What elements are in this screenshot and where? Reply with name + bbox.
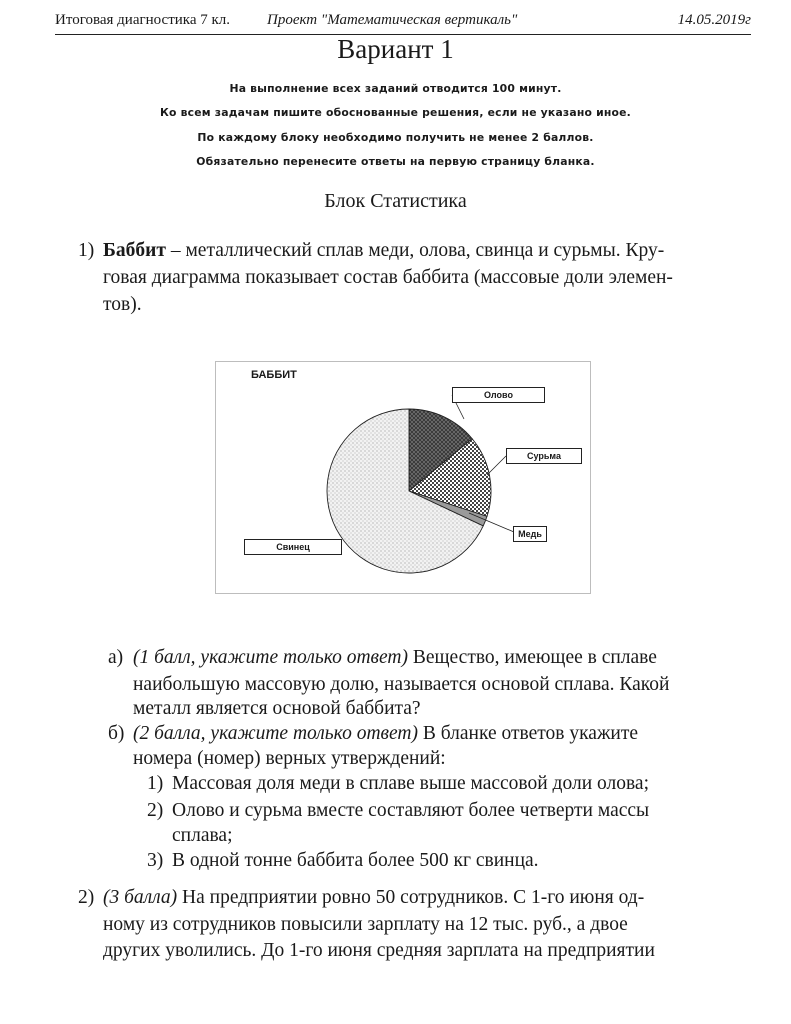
statement-1-number: 1): [147, 773, 164, 794]
statement-3-number: 3): [147, 850, 164, 871]
task1-line1: [103, 237, 664, 264]
subq-a-hint: (1 балл, укажите только ответ): [133, 647, 408, 668]
header-course: Итоговая диагностика 7 кл.: [55, 12, 231, 28]
subq-b-hint: (2 балла, укажите только ответ): [133, 723, 418, 744]
statement-2-line2: сплава;: [172, 825, 233, 846]
task1-line2: говая диаграмма показывает состав баббита (массовые доли элемен-: [103, 267, 673, 288]
statement-2-number: 2): [147, 800, 164, 821]
task2-number: 2): [78, 887, 95, 908]
page-header: [55, 10, 751, 35]
task1-number: 1): [78, 240, 95, 261]
label-med: Медь: [513, 526, 547, 542]
task1-bold-term: Баббит: [103, 240, 166, 261]
subq-a-line1-text: Вещество, имеющее в сплаве: [407, 647, 657, 668]
subq-a-line2: наибольшую массовую долю, называется основой сплава. Какой: [133, 674, 670, 695]
variant-title: Вариант 1: [337, 34, 454, 64]
statement-2-line1: Олово и сурьма вместе составляют более четверти массы: [172, 800, 650, 821]
instruction-points: По каждому блоку необходимо получить не менее 2 баллов.: [197, 131, 594, 144]
task2-hint: (3 балла): [103, 887, 178, 908]
babbit-pie-chart: [215, 361, 591, 594]
subq-b-line2: номера (номер) верных утверждений:: [133, 748, 446, 769]
statement-3: В одной тонне баббита более 500 кг свинца.: [172, 850, 539, 871]
subq-a-line3: металл является основой баббита?: [133, 698, 421, 719]
subq-b-line1-text: В бланке ответов укажите: [417, 723, 639, 744]
header-project: Проект "Математическая вертикаль": [267, 12, 518, 28]
leader-line-surma: [487, 456, 506, 475]
task2-line1: [103, 884, 644, 911]
instruction-transfer: Обязательно перенесите ответы на первую страницу бланка.: [196, 155, 595, 168]
subq-a-label: а): [108, 647, 124, 668]
subq-b-label: б): [108, 723, 125, 744]
task2-line3: других уволились. До 1-го июня средняя зарплата на предприятии: [103, 940, 655, 961]
task1-line1-text: – металлический сплав меди, олова, свинца и сурьмы. Кру-: [165, 240, 665, 261]
subq-a-line1: [133, 644, 657, 671]
chart-title: БАББИТ: [251, 369, 297, 381]
statement-1: Массовая доля меди в сплаве выше массовой доли олова;: [172, 773, 650, 794]
instruction-time: На выполнение всех заданий отводится 100 минут.: [229, 82, 562, 95]
subq-b-line1: [133, 720, 638, 747]
label-svinets: Свинец: [244, 539, 342, 555]
label-surma: Сурьма: [506, 448, 582, 464]
block-title: Блок Статистика: [324, 190, 467, 212]
task2-line2: ному из сотрудников повысили зарплату на 12 тыс. руб., а двое: [103, 914, 628, 935]
label-olovo: Олово: [452, 387, 545, 403]
task2-line1-text: На предприятии ровно 50 сотрудников. С 1-го июня од-: [177, 887, 645, 908]
task1-line3: тов).: [103, 294, 142, 315]
header-date: 14.05.2019г: [677, 12, 751, 28]
instruction-solutions: Ко всем задачам пишите обоснованные решения, если не указано иное.: [160, 106, 631, 119]
